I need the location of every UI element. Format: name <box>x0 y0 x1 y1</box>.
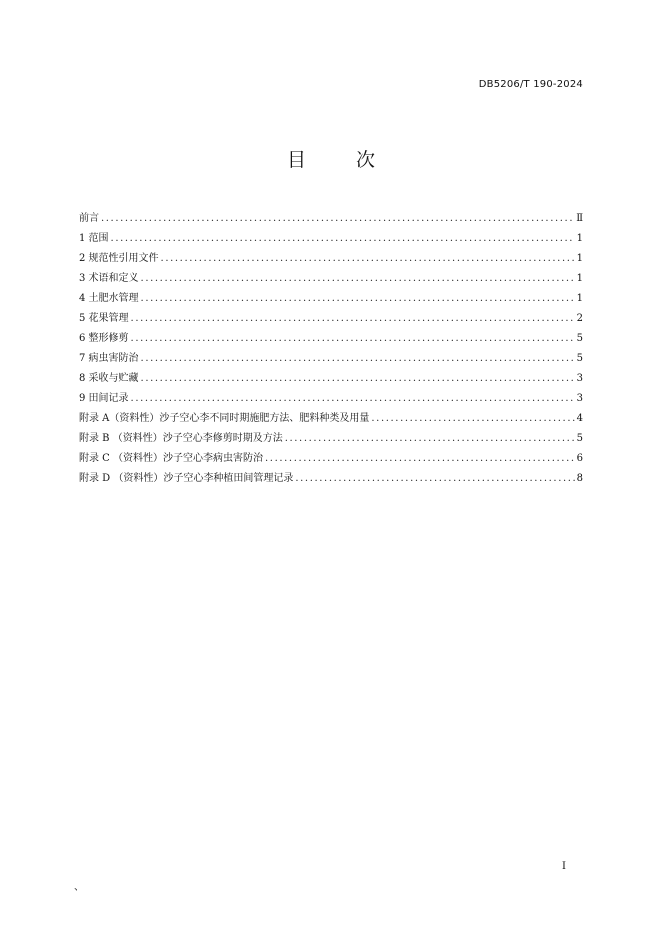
toc-dot-leader <box>141 289 575 309</box>
toc-entry-page: 5 <box>576 433 583 444</box>
toc-entry-normative-references[interactable] <box>79 249 583 269</box>
toc-dot-leader <box>141 269 575 289</box>
toc-entry-pruning[interactable] <box>79 329 583 349</box>
toc-entry-page: 1 <box>576 273 583 284</box>
toc-dot-leader <box>295 469 574 489</box>
toc-entry-flower-fruit[interactable] <box>79 309 583 329</box>
page-number: I <box>562 861 566 872</box>
toc-entry-soil-fertilizer-water[interactable] <box>79 289 583 309</box>
toc-entry-appendix-c[interactable] <box>79 449 583 469</box>
toc-entry-page: 3 <box>576 393 583 404</box>
toc-entry-page: 6 <box>576 453 583 464</box>
standard-code: DB5206/T 190-2024 <box>478 79 583 90</box>
toc-dot-leader <box>161 249 575 269</box>
toc-dot-leader <box>131 389 575 409</box>
toc-dot-leader <box>101 209 574 229</box>
toc-entry-page: 5 <box>576 353 583 364</box>
toc-dot-leader <box>285 429 575 449</box>
toc-entry-label: 5 花果管理 <box>79 313 129 324</box>
toc-entry-label: 6 整形修剪 <box>79 333 129 344</box>
toc-entry-label: 7 病虫害防治 <box>79 353 139 364</box>
toc-entry-page: Ⅱ <box>576 213 583 224</box>
toc-entry-label: 8 采收与贮藏 <box>79 373 139 384</box>
toc-entry-page: 3 <box>576 373 583 384</box>
toc-entry-page: 8 <box>576 473 583 484</box>
toc-entry-page: 5 <box>576 333 583 344</box>
toc-entry-label: 9 田间记录 <box>79 393 129 404</box>
toc-entry-appendix-d[interactable] <box>79 469 583 489</box>
toc-entry-label: 1 范围 <box>79 233 109 244</box>
table-of-contents <box>79 209 583 489</box>
toc-dot-leader <box>111 229 575 249</box>
toc-entry-harvest-storage[interactable] <box>79 369 583 389</box>
toc-entry-label: 附录 A（资料性）沙子空心李不同时期施肥方法、肥料种类及用量 <box>79 413 370 424</box>
toc-entry-page: 1 <box>576 253 583 264</box>
toc-entry-label: 前言 <box>79 213 99 224</box>
toc-dot-leader <box>371 409 574 429</box>
toc-entry-foreword[interactable] <box>79 209 583 229</box>
toc-dot-leader <box>131 329 575 349</box>
toc-entry-scope[interactable] <box>79 229 583 249</box>
toc-dot-leader <box>141 369 575 389</box>
toc-entry-page: 1 <box>576 293 583 304</box>
toc-dot-leader <box>265 449 575 469</box>
corner-mark: 、 <box>74 882 84 893</box>
toc-dot-leader <box>131 309 575 329</box>
toc-entry-label: 4 土肥水管理 <box>79 293 139 304</box>
toc-entry-label: 3 术语和定义 <box>79 273 139 284</box>
page-title: 目 次 <box>286 149 398 171</box>
toc-entry-page: 4 <box>576 413 583 424</box>
toc-entry-label: 附录 B （资料性）沙子空心李修剪时期及方法 <box>79 433 283 444</box>
toc-entry-appendix-b[interactable] <box>79 429 583 449</box>
toc-entry-label: 2 规范性引用文件 <box>79 253 159 264</box>
toc-entry-label: 附录 D （资料性）沙子空心李种植田间管理记录 <box>79 473 294 484</box>
toc-dot-leader <box>141 349 575 369</box>
toc-entry-page: 2 <box>576 313 583 324</box>
toc-entry-appendix-a[interactable] <box>79 409 583 429</box>
toc-entry-label: 附录 C （资料性）沙子空心李病虫害防治 <box>79 453 264 464</box>
toc-entry-page: 1 <box>576 233 583 244</box>
toc-entry-field-records[interactable] <box>79 389 583 409</box>
toc-entry-terms-definitions[interactable] <box>79 269 583 289</box>
toc-entry-pest-control[interactable] <box>79 349 583 369</box>
